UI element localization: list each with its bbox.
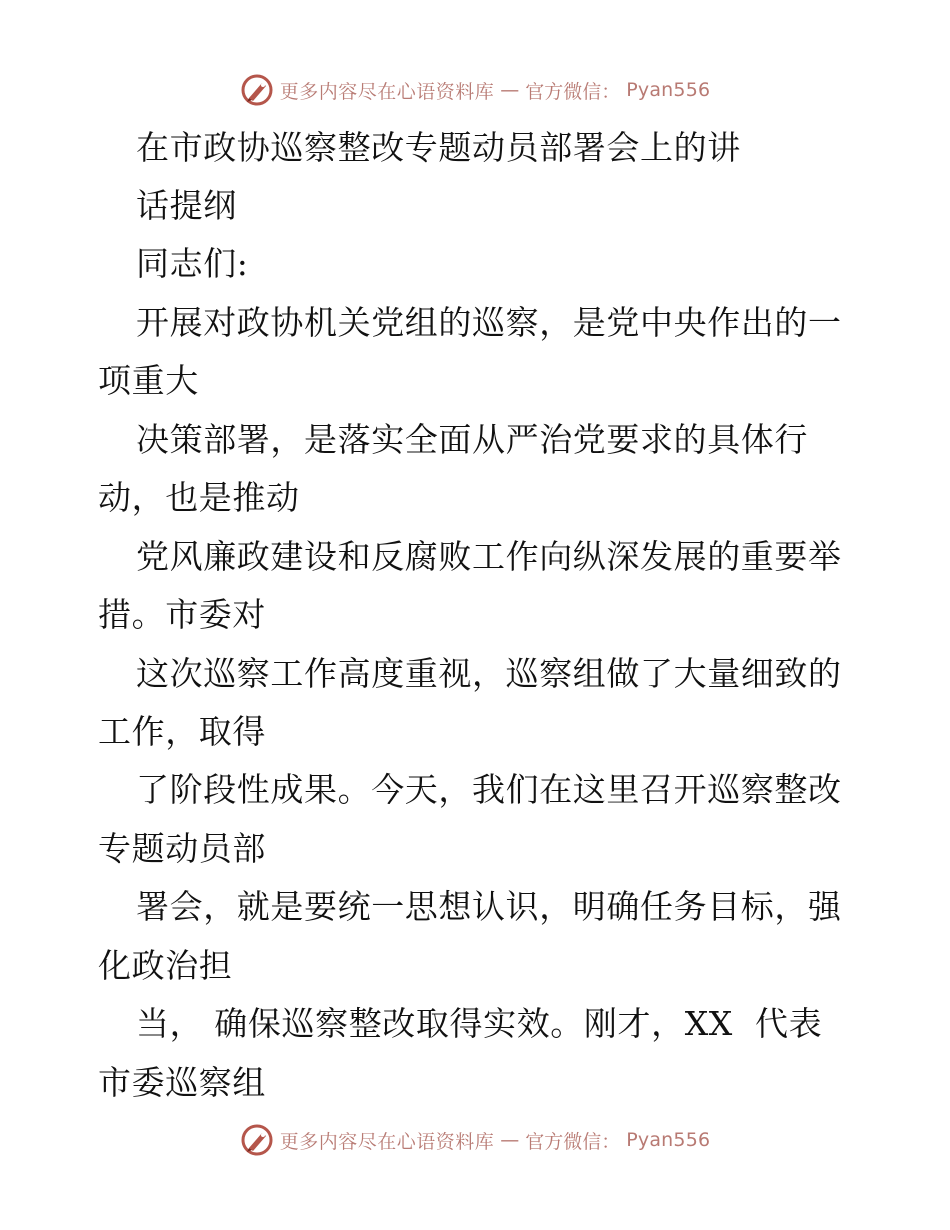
watermark-wechat-id: Pyan556 [626,1129,711,1151]
text-line: 署会，就是要统一思想认识，明确任务目标，强 [136,887,842,926]
watermark-separator: — [500,1129,520,1151]
watermark-slogan: 更多内容尽在心语资料库 [279,80,495,103]
text-line: 措。市委对 [98,595,266,634]
pen-logo-icon [240,73,274,107]
text-line: 这次巡察工作高度重视，巡察组做了大量细致的 [136,654,842,693]
text-line: 动，也是推动 [98,478,300,517]
text-line: 决策部署，是落实全面从严治党要求的具体行 [136,420,808,459]
watermark-wechat-id: Pyan556 [626,79,711,101]
text-line: 工作，取得 [98,712,266,751]
footer-watermark [0,1120,950,1160]
text-line: 化政治担 [98,946,233,985]
watermark-wechat-label: 官方微信： [525,1130,621,1153]
salutation: 同志们: [136,244,249,283]
text-line: 开展对政协机关党组的巡察，是党中央作出的一 [136,303,842,342]
header-watermark [0,70,950,110]
document-title-line-1: 在市政协巡察整改专题动员部署会上的讲 [136,128,741,167]
text-line: 项重大 [98,361,199,400]
text-line: 党风廉政建设和反腐败工作向纵深发展的重要举 [136,537,842,576]
text-line: 了阶段性成果。今天，我们在这里召开巡察整改 [136,770,842,809]
text-line: 专题动员部 [98,829,266,868]
text-line: 当， 确保巡察整改取得实效。刚才，XX 代表 [136,1004,823,1043]
watermark-slogan: 更多内容尽在心语资料库 [279,1130,495,1153]
text-line: 市委巡察组 [98,1063,266,1102]
watermark-wechat-label: 官方微信： [525,80,621,103]
document-title-line-2: 话提纲 [136,186,237,225]
pen-logo-icon [240,1123,274,1157]
watermark-separator: — [500,79,520,101]
